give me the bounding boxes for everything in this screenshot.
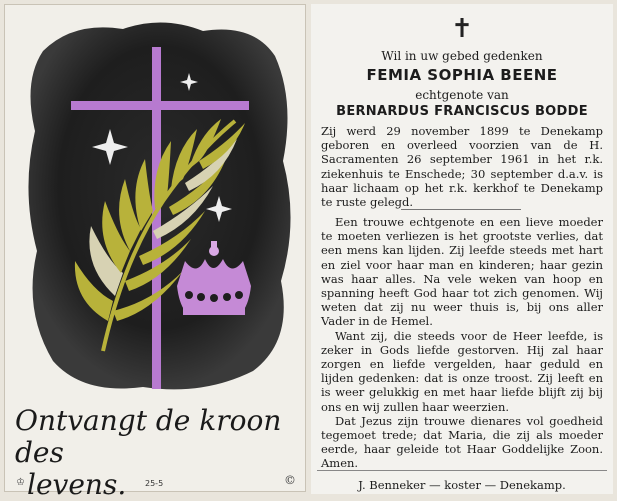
deceased-name: FEMIA SOPHIA BEENE (366, 66, 558, 84)
spouse-name: BERNARDUS FRANCISCUS BODDE (336, 104, 588, 119)
motto-line-1: Ontvangt de kroon des (15, 404, 282, 469)
print-code: 25-5 (145, 479, 164, 488)
cross-horizontal (71, 101, 249, 110)
memorial-illustration (13, 11, 297, 401)
prayer-text (321, 215, 603, 471)
biography-paragraph: Zij werd 29 november 1899 te Denekamp geboren en overleed voorzien van de H. Sacramenten 26 september 1961 in het r.k. ziekenhuis te Enschede; 30 september d.a.v. is haar lichaam op het r.k. kerkhof te Denekamp te ruste gelegd. (321, 124, 603, 210)
card-front (4, 4, 306, 501)
card-back (311, 4, 613, 494)
cross-icon: ✝ (451, 14, 473, 44)
paragraph-3: Dat Jezus zijn trouwe dienares vol goedheid tegemoet trede; dat Maria, die zij als moeder eerde, haar geleide tot Haar Goddelijke Zoon. Amen. (321, 413, 603, 471)
paragraph-1: Een trouwe echtgenote en een lieve moeder te moeten verliezen is het grootste verlies, dat een mens kan lijden. Zij leefde steeds met hart en ziel voor haar man en kinderen; haar gezin was haar alles. Na vele weken van hoop en spanning heeft God haar tot zich genomen. Wij weten dat zij nu weer thuis is, bij ons aller Vader in de Hemel. (321, 215, 603, 329)
printer-footer: J. Benneker — koster — Denekamp. (358, 478, 566, 492)
intro-text: Wil in uw gebed gedenken (381, 49, 543, 63)
motto-line-2: levens. (27, 468, 127, 501)
paragraph-2: Want zij, die steeds voor de Heer leefde, is zeker in Gods liefde gestorven. Hij zal haar zorgen en liefde vergelden, haar geduld en lijden gedenken: dat is onze troost. Zij leeft en is weer gelukkig en met haar liefde blijft zij bij ons en wij zullen haar weerzien. (321, 328, 603, 414)
spouse-label: echtgenote van (415, 88, 509, 102)
divider (401, 209, 521, 210)
footer-divider (317, 470, 607, 471)
corner-ornament-icon: ♔ (16, 477, 25, 488)
copyright-mark: © (284, 473, 296, 487)
biography (321, 124, 603, 209)
